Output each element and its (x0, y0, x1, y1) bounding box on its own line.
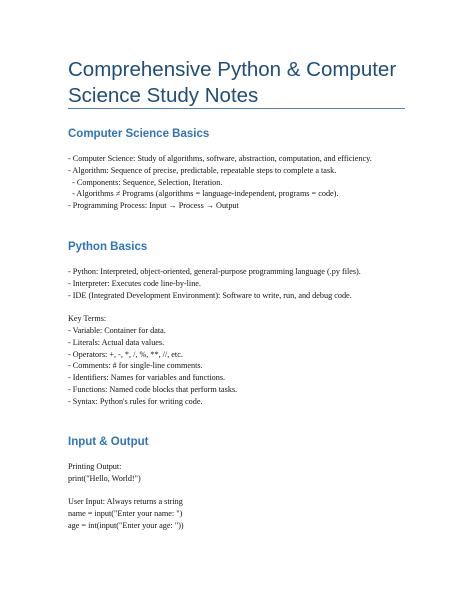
python-basics-line: - Interpreter: Executes code line-by-line. (68, 278, 201, 288)
document-title: Comprehensive Python & Computer Science Study Notes (68, 58, 397, 107)
key-term-item: - Comments: # for single-line comments. (68, 361, 203, 371)
key-term-item: - Identifiers: Names for variables and functions. (68, 373, 226, 383)
python-basics-line: - IDE (Integrated Development Environment): Software to write, run, and debug code. (68, 290, 352, 300)
cs-basics-line: - Algorithms ≠ Programs (algorithms = language-independent, programs = code). (68, 189, 339, 199)
printing-code: print("Hello, World!") (68, 473, 141, 483)
key-term-item: - Syntax: Python's rules for writing code. (68, 396, 203, 406)
key-term-item: - Functions: Named code blocks that perform tasks. (68, 384, 238, 394)
heading-input-output: Input & Output (68, 436, 149, 448)
input-code-line: name = input("Enter your name: ") (68, 509, 183, 519)
cs-basics-line: - Programming Process: Input → Process → Output (68, 201, 239, 211)
cs-basics-line: - Computer Science: Study of algorithms, software, abstraction, computation, and efficiency. (68, 154, 372, 163)
spacer (68, 301, 413, 313)
input-output-body (68, 461, 413, 532)
python-basics-line: - Python: Interpreted, object-oriented, general-purpose programming language (.py files). (68, 267, 361, 276)
title-underline (68, 108, 405, 109)
key-term-item: - Operators: +, -, *, /, %, **, //, etc. (68, 349, 183, 359)
key-term-item: - Literals: Actual data values. (68, 337, 165, 347)
cs-basics-line: - Components: Sequence, Selection, Iteration. (68, 177, 223, 187)
heading-python-basics: Python Basics (68, 241, 148, 253)
spacer (68, 485, 413, 497)
python-basics-body (68, 266, 413, 408)
heading-cs-basics: Computer Science Basics (68, 128, 210, 140)
cs-basics-line: - Algorithm: Sequence of precise, predictable, repeatable steps to complete a task. (68, 165, 337, 175)
printing-output-label: Printing Output: (68, 462, 122, 471)
key-term-item: - Variable: Container for data. (68, 325, 166, 335)
cs-basics-body (68, 153, 413, 212)
input-code-line: age = int(input("Enter your age: ")) (68, 520, 184, 530)
user-input-label: User Input: Always returns a string (68, 497, 183, 507)
key-terms-label: Key Terms: (68, 314, 107, 324)
